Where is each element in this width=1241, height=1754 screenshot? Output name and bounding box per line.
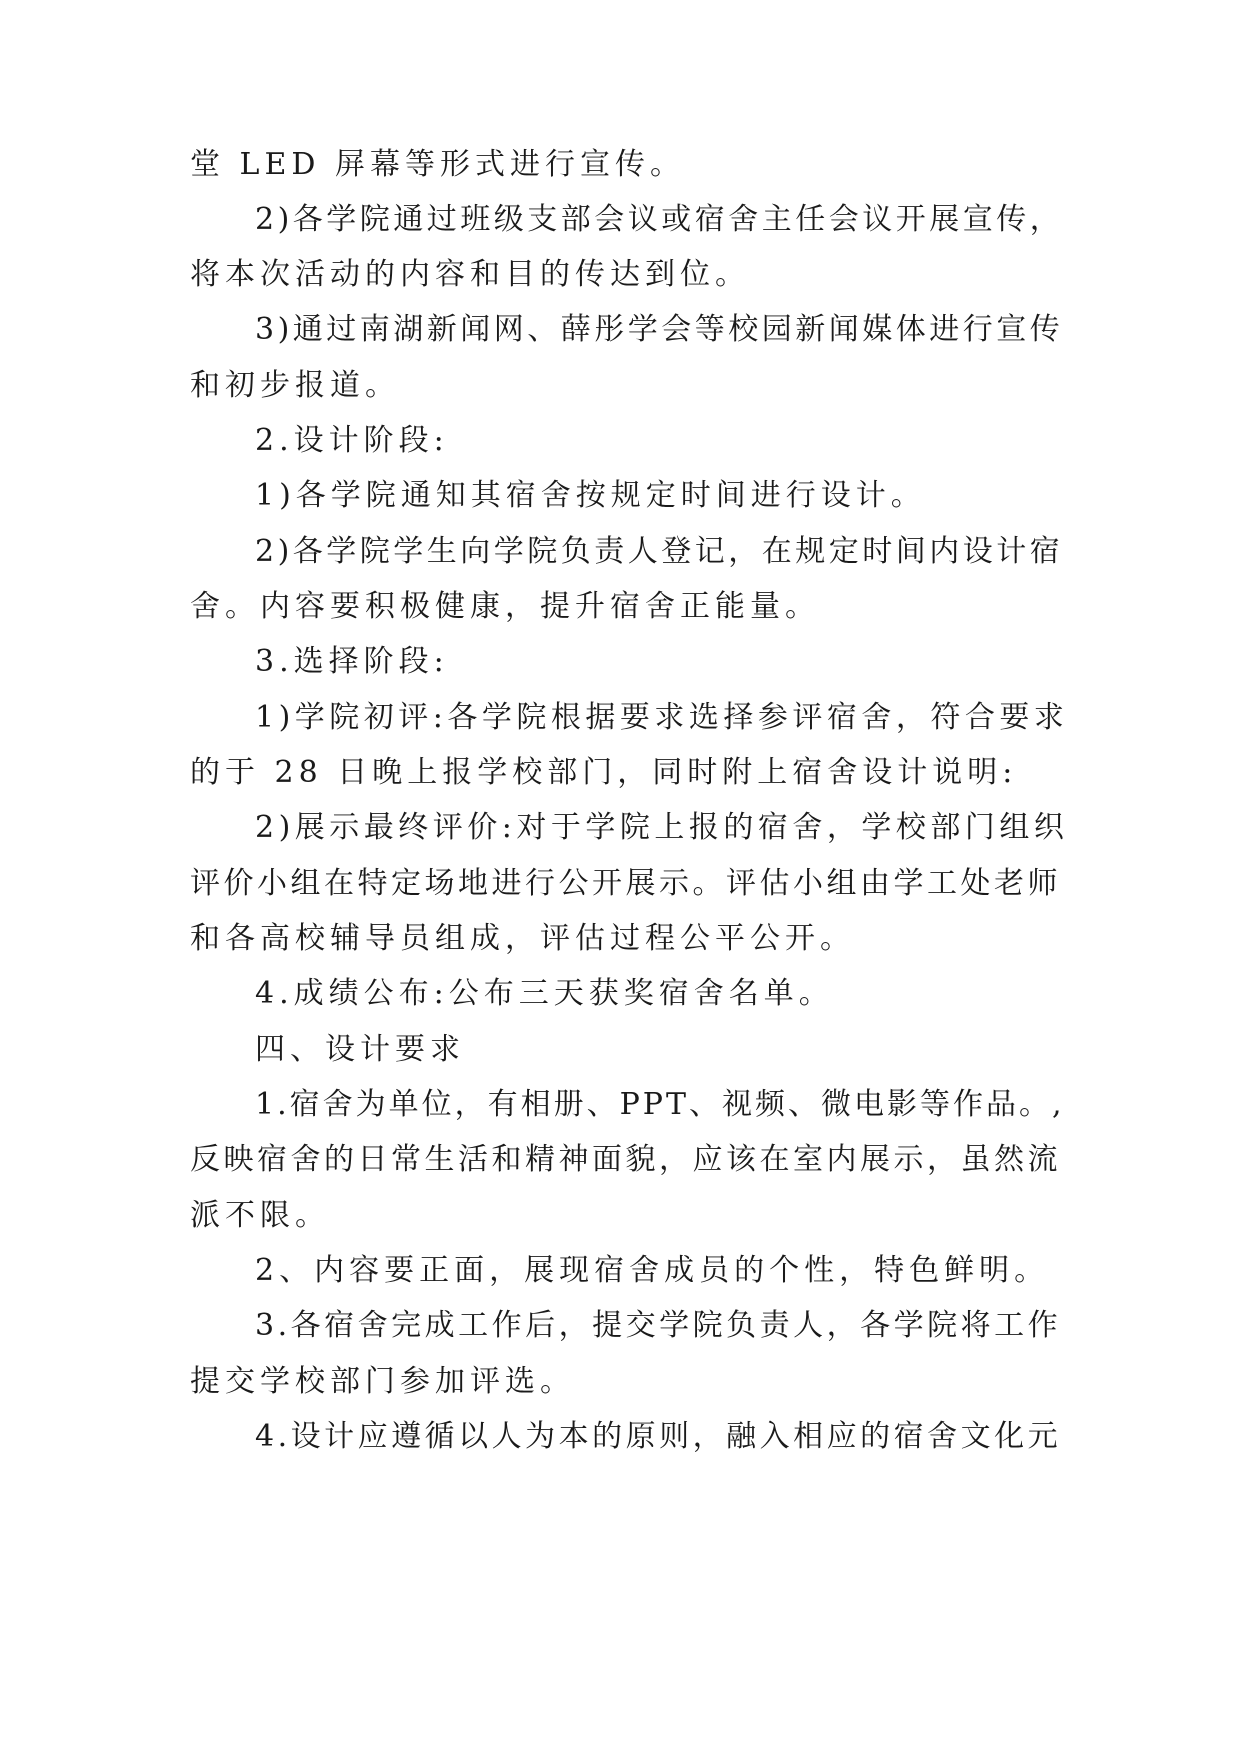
text-line: 堂 LED 屏幕等形式进行宣传。 bbox=[190, 147, 685, 182]
section-heading: 3.选择阶段: bbox=[255, 644, 449, 679]
text-line: 4.成绩公布:公布三天获奖宿舍名单。 bbox=[255, 976, 834, 1011]
section-heading: 四、设计要求 bbox=[255, 1032, 465, 1067]
text-line: 1.宿舍为单位，有相册、PPT、视频、微电影等作品。, bbox=[255, 1087, 1065, 1122]
text-line: 2)各学院学生向学院负责人登记，在规定时间内设计宿 bbox=[255, 534, 1064, 569]
text-line: 2)各学院通过班级支部会议或宿舍主任会议开展宣传， bbox=[255, 202, 1064, 237]
text-line: 2、内容要正面，展现宿舍成员的个性，特色鲜明。 bbox=[255, 1253, 1050, 1288]
text-line: 4.设计应遵循以人为本的原则，融入相应的宿舍文化元 bbox=[255, 1419, 1062, 1454]
text-line: 2)展示最终评价:对于学院上报的宿舍，学校部门组织 bbox=[255, 810, 1069, 845]
text-line: 派不限。 bbox=[190, 1198, 330, 1233]
text-line: 的于 28 日晚上报学校部门，同时附上宿舍设计说明: bbox=[190, 755, 1018, 790]
text-line: 3.各宿舍完成工作后，提交学院负责人，各学院将工作 bbox=[255, 1308, 1062, 1343]
text-line: 和各高校辅导员组成，评估过程公平公开。 bbox=[190, 921, 855, 956]
text-line: 1)学院初评:各学院根据要求选择参评宿舍，符合要求 bbox=[255, 700, 1069, 735]
text-line: 和初步报道。 bbox=[190, 368, 400, 403]
text-line: 将本次活动的内容和目的传达到位。 bbox=[190, 257, 750, 292]
text-line: 1)各学院通知其宿舍按规定时间进行设计。 bbox=[255, 478, 926, 513]
text-line: 3)通过南湖新闻网、薛彤学会等校园新闻媒体进行宣传 bbox=[255, 312, 1064, 347]
text-line: 舍。内容要积极健康，提升宿舍正能量。 bbox=[190, 589, 820, 624]
section-heading: 2.设计阶段: bbox=[255, 423, 449, 458]
text-line: 评价小组在特定场地进行公开展示。评估小组由学工处老师 bbox=[190, 866, 1061, 901]
text-line: 反映宿舍的日常生活和精神面貌，应该在室内展示，虽然流 bbox=[190, 1142, 1061, 1177]
text-line: 提交学校部门参加评选。 bbox=[190, 1364, 575, 1399]
